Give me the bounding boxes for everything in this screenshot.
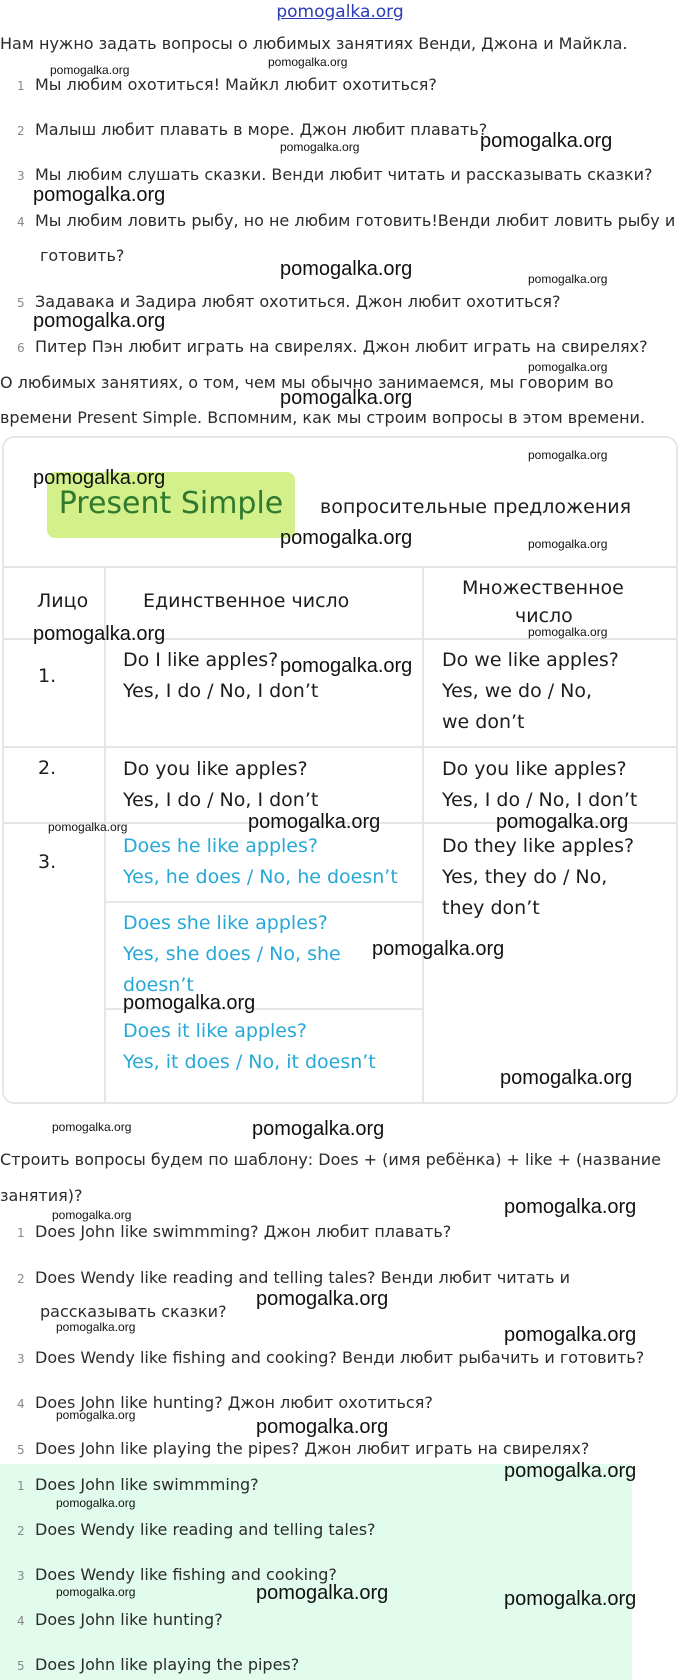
watermark: pomogalka.org <box>56 1408 136 1422</box>
site-link[interactable]: pomogalka.org <box>276 2 404 22</box>
watermark: pomogalka.org <box>504 1460 637 1482</box>
answer-item: Does Wendy like reading and telling tales? <box>35 1520 376 1539</box>
watermark: pomogalka.org <box>528 448 608 462</box>
watermark: pomogalka.org <box>123 992 256 1014</box>
answer-item: Does John like playing the pipes? <box>35 1655 300 1674</box>
header-plural: Множественное <box>462 577 624 599</box>
list-item: Does John like playing the pipes? Джон любит играть на свирелях? <box>35 1439 590 1458</box>
watermark: pomogalka.org <box>280 655 413 677</box>
pl-answer: Yes, we do / No, <box>442 680 593 702</box>
list-item-number: 5 <box>17 296 25 310</box>
list-item: Мы любим слушать сказки. Венди любит читать и рассказывать сказки? <box>35 165 653 184</box>
tense-badge-label: Present Simple <box>58 486 284 521</box>
he-question: Does he like apples? <box>123 835 318 857</box>
header-singular: Единственное число <box>143 590 350 612</box>
watermark: pomogalka.org <box>52 1208 132 1222</box>
watermark: pomogalka.org <box>50 63 130 77</box>
list-item-number: 2 <box>17 1272 25 1286</box>
list-item-number: 3 <box>17 1569 25 1583</box>
list-item-continuation: рассказывать сказки? <box>40 1302 227 1321</box>
it-answer: Yes, it does / No, it doesn’t <box>123 1051 376 1073</box>
list-item-number: 1 <box>17 1479 25 1493</box>
list-item-number: 4 <box>17 1397 25 1411</box>
watermark: pomogalka.org <box>504 1324 637 1346</box>
watermark: pomogalka.org <box>33 310 166 332</box>
pl-question: Do you like apples? <box>442 758 627 780</box>
list-item-number: 5 <box>17 1443 25 1457</box>
intro-text: Нам нужно задать вопросы о любимых занятиях Венди, Джона и Майкла. <box>0 34 628 53</box>
list-item: Does John like hunting? Джон любит охотиться? <box>35 1393 433 1412</box>
watermark: pomogalka.org <box>256 1582 389 1604</box>
watermark: pomogalka.org <box>256 1416 389 1438</box>
sg-question: Do you like apples? <box>123 758 308 780</box>
header-plural: число <box>515 605 573 627</box>
paragraph-line: занятия)? <box>0 1186 83 1205</box>
list-item-number: 6 <box>17 341 25 355</box>
list-item-number: 3 <box>17 169 25 183</box>
he-answer: Yes, he does / No, he doesn’t <box>123 866 398 888</box>
table-title: вопросительные предложения <box>320 496 632 518</box>
person-cell: 1. <box>38 665 57 687</box>
watermark: pomogalka.org <box>528 272 608 286</box>
watermark: pomogalka.org <box>504 1588 637 1610</box>
list-item-number: 1 <box>17 1226 25 1240</box>
person-cell: 2. <box>38 757 57 779</box>
list-item: Задавака и Задира любят охотиться. Джон любит охотиться? <box>35 292 561 311</box>
watermark: pomogalka.org <box>480 130 613 152</box>
list-item: Мы любим охотиться! Майкл любит охотиться? <box>35 75 437 94</box>
list-item: Does Wendy like reading and telling tales? Венди любит читать и <box>35 1268 571 1287</box>
list-item-number: 1 <box>17 79 25 93</box>
she-answer: doesn’t <box>123 974 194 996</box>
answer-item: Does Wendy like fishing and cooking? <box>35 1565 337 1584</box>
list-item-continuation: готовить? <box>40 246 125 265</box>
list-item: Питер Пэн любит играть на свирелях. Джон любит играть на свирелях? <box>35 337 648 356</box>
she-answer: Yes, she does / No, she <box>123 943 341 965</box>
list-item: Мы любим ловить рыбу, но не любим готовить!Венди любит ловить рыбу и <box>35 211 676 230</box>
watermark: pomogalka.org <box>504 1196 637 1218</box>
list-item-number: 2 <box>17 1524 25 1538</box>
watermark: pomogalka.org <box>252 1118 385 1140</box>
pl-answer: we don’t <box>442 711 525 733</box>
pl-answer: Yes, they do / No, <box>442 866 608 888</box>
table-divider <box>422 566 424 1102</box>
table-divider <box>104 566 106 1102</box>
watermark: pomogalka.org <box>33 623 166 645</box>
pl-answer: they don’t <box>442 897 540 919</box>
answer-item: Does John like hunting? <box>35 1610 223 1629</box>
watermark: pomogalka.org <box>528 625 608 639</box>
paragraph-line: времени Present Simple. Вспомним, как мы строим вопросы в этом времени. <box>0 408 646 427</box>
list-item-number: 2 <box>17 124 25 138</box>
watermark: pomogalka.org <box>496 811 629 833</box>
watermark: pomogalka.org <box>280 527 413 549</box>
header-person: Лицо <box>37 590 89 612</box>
sg-question: Do I like apples? <box>123 649 279 671</box>
watermark: pomogalka.org <box>48 820 128 834</box>
list-item-number: 4 <box>17 215 25 229</box>
pl-question: Do we like apples? <box>442 649 619 671</box>
watermark: pomogalka.org <box>52 1120 132 1134</box>
watermark: pomogalka.org <box>56 1320 136 1334</box>
list-item: Does John like swimmming? Джон любит плавать? <box>35 1222 452 1241</box>
it-question: Does it like apples? <box>123 1020 307 1042</box>
watermark: pomogalka.org <box>280 387 413 409</box>
list-item: Малыш любит плавать в море. Джон любит плавать? <box>35 120 488 139</box>
list-item-number: 5 <box>17 1659 25 1673</box>
paragraph-line: Строить вопросы будем по шаблону: Does + (имя ребёнка) + like + (название <box>0 1150 661 1169</box>
watermark: pomogalka.org <box>372 938 505 960</box>
watermark: pomogalka.org <box>33 467 166 489</box>
sg-answer: Yes, I do / No, I don’t <box>123 789 319 811</box>
watermark: pomogalka.org <box>528 360 608 374</box>
watermark: pomogalka.org <box>500 1067 633 1089</box>
list-item-number: 3 <box>17 1352 25 1366</box>
list-item: Does Wendy like fishing and cooking? Венди любит рыбачить и готовить? <box>35 1348 645 1367</box>
pl-question: Do they like apples? <box>442 835 635 857</box>
watermark: pomogalka.org <box>248 811 381 833</box>
answer-item: Does John like swimmming? <box>35 1475 259 1494</box>
list-item-number: 4 <box>17 1614 25 1628</box>
watermark: pomogalka.org <box>268 55 348 69</box>
watermark: pomogalka.org <box>33 184 166 206</box>
person-cell: 3. <box>38 851 57 873</box>
table-divider <box>104 901 422 903</box>
watermark: pomogalka.org <box>56 1585 136 1599</box>
watermark: pomogalka.org <box>56 1496 136 1510</box>
watermark: pomogalka.org <box>280 258 413 280</box>
paragraph-line: О любимых занятиях, о том, чем мы обычно занимаемся, мы говорим во <box>0 373 614 392</box>
watermark: pomogalka.org <box>280 140 360 154</box>
watermark: pomogalka.org <box>528 537 608 551</box>
watermark: pomogalka.org <box>256 1288 389 1310</box>
she-question: Does she like apples? <box>123 912 328 934</box>
pl-answer: Yes, I do / No, I don’t <box>442 789 638 811</box>
sg-answer: Yes, I do / No, I don’t <box>123 680 319 702</box>
